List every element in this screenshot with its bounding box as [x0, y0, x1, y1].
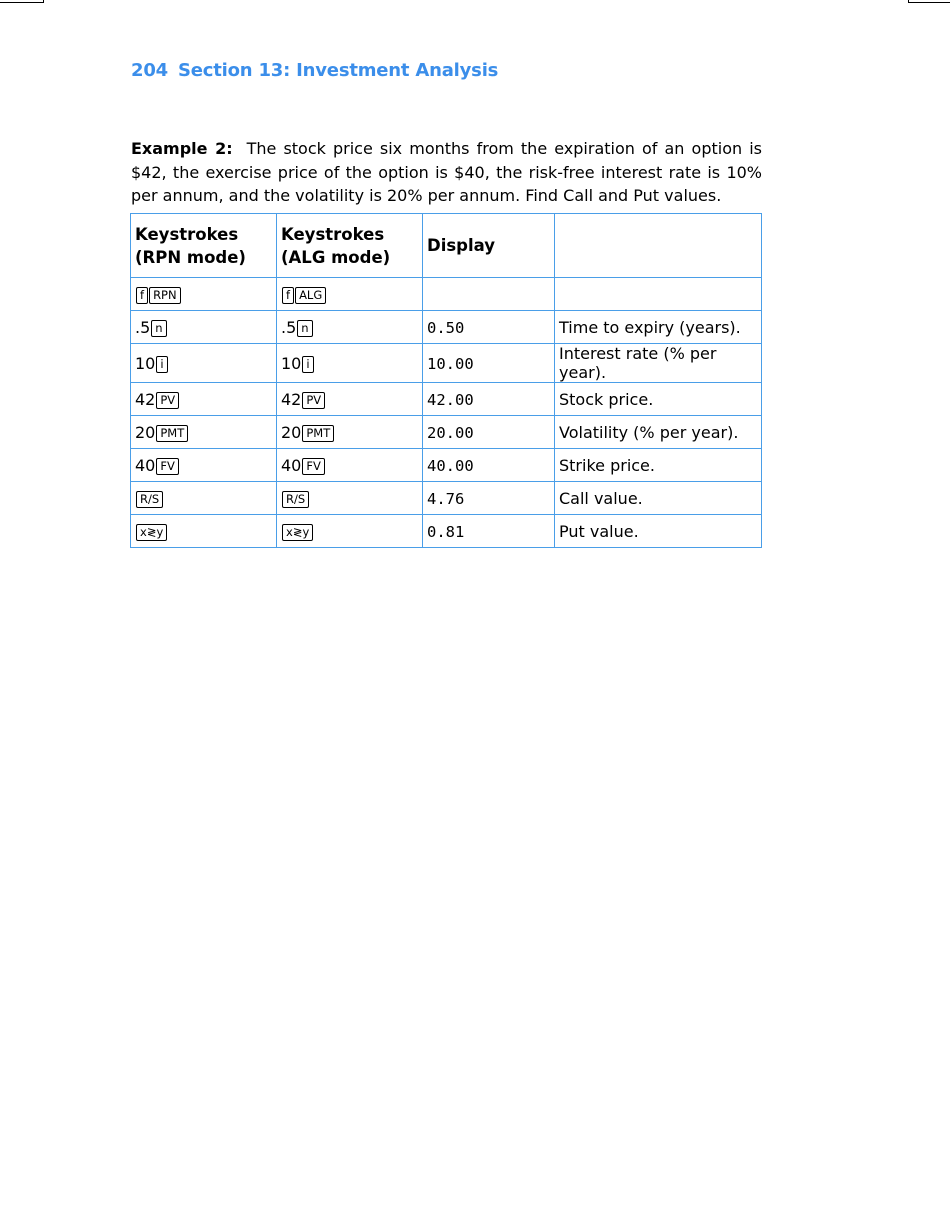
header-rpn-label: Keystrokes (RPN mode)	[135, 224, 246, 267]
rpn-keystrokes-cell	[131, 278, 277, 311]
calculator-key: f	[136, 287, 148, 304]
display-cell	[423, 344, 555, 383]
rpn-keystrokes-cell	[131, 515, 277, 548]
description-text: Put value.	[559, 521, 639, 541]
keystroke-prefix: .5	[135, 317, 151, 337]
calculator-key: PMT	[156, 425, 188, 442]
display-value: 42.00	[427, 390, 474, 409]
header-description	[555, 214, 762, 278]
calculator-key: RPN	[149, 287, 181, 304]
calculator-key: n	[297, 320, 312, 337]
calculator-key: R/S	[282, 491, 309, 508]
display-cell	[423, 383, 555, 416]
description-text: Call value.	[559, 488, 643, 508]
calculator-key: i	[156, 356, 167, 373]
keystroke-prefix: 42	[135, 389, 156, 409]
table-row	[131, 515, 762, 548]
rpn-keystrokes-cell	[131, 416, 277, 449]
description-cell	[555, 311, 762, 344]
keystroke-prefix: .5	[281, 317, 297, 337]
description-text: Stock price.	[559, 389, 654, 409]
table-row	[131, 311, 762, 344]
description-text: Volatility (% per year).	[559, 422, 739, 442]
calculator-key: i	[302, 356, 313, 373]
table-body	[131, 278, 762, 548]
table-row	[131, 449, 762, 482]
calculator-key: PV	[302, 392, 325, 409]
table-row	[131, 482, 762, 515]
calculator-key: f	[282, 287, 294, 304]
description-cell	[555, 278, 762, 311]
display-value: 20.00	[427, 423, 474, 442]
crop-mark-right	[908, 0, 950, 3]
header-alg-label: Keystrokes (ALG mode)	[281, 224, 391, 267]
alg-keystrokes-cell	[277, 449, 423, 482]
display-cell	[423, 311, 555, 344]
keystroke-prefix: 42	[281, 389, 302, 409]
description-text: Time to expiry (years).	[559, 317, 741, 337]
keystroke-prefix: 40	[135, 455, 156, 475]
header-rpn	[131, 214, 277, 278]
display-value: 4.76	[427, 489, 465, 508]
rpn-keystrokes-cell	[131, 449, 277, 482]
description-cell	[555, 383, 762, 416]
keystroke-prefix: 40	[281, 455, 302, 475]
display-cell	[423, 449, 555, 482]
display-value: 10.00	[427, 354, 474, 373]
calculator-key: R/S	[136, 491, 163, 508]
display-cell	[423, 482, 555, 515]
alg-keystrokes-cell	[277, 278, 423, 311]
calculator-key: PV	[156, 392, 179, 409]
keystroke-prefix: 20	[281, 422, 302, 442]
calculator-key: x≷y	[282, 524, 313, 541]
header-display	[423, 214, 555, 278]
keystroke-prefix: 10	[281, 353, 302, 373]
header-alg	[277, 214, 423, 278]
description-cell	[555, 482, 762, 515]
display-cell	[423, 278, 555, 311]
description-text: Strike price.	[559, 455, 655, 475]
alg-keystrokes-cell	[277, 482, 423, 515]
keystroke-prefix: 20	[135, 422, 156, 442]
rpn-keystrokes-cell	[131, 311, 277, 344]
display-cell	[423, 416, 555, 449]
description-cell	[555, 344, 762, 383]
display-cell	[423, 515, 555, 548]
calculator-key: PMT	[302, 425, 334, 442]
page-number: 204	[131, 60, 168, 81]
section-title: Section 13: Investment Analysis	[177, 60, 499, 81]
alg-keystrokes-cell	[277, 515, 423, 548]
alg-keystrokes-cell	[277, 344, 423, 383]
example-paragraph	[131, 137, 762, 208]
display-value: 0.81	[427, 522, 465, 541]
description-cell	[555, 416, 762, 449]
display-value: 40.00	[427, 456, 474, 475]
table-header-row	[131, 214, 762, 278]
keystroke-table	[130, 213, 762, 548]
calculator-key: n	[151, 320, 166, 337]
alg-keystrokes-cell	[277, 383, 423, 416]
display-value: 0.50	[427, 318, 465, 337]
table-row	[131, 383, 762, 416]
page-header	[131, 60, 498, 81]
description-cell	[555, 515, 762, 548]
alg-keystrokes-cell	[277, 416, 423, 449]
description-cell	[555, 449, 762, 482]
table-row	[131, 278, 762, 311]
crop-mark-left	[0, 0, 44, 3]
rpn-keystrokes-cell	[131, 482, 277, 515]
rpn-keystrokes-cell	[131, 383, 277, 416]
description-text: Interest rate (% per year).	[559, 344, 717, 382]
example-label: Example 2:	[131, 139, 233, 158]
alg-keystrokes-cell	[277, 311, 423, 344]
header-display-label: Display	[427, 236, 496, 255]
example-text: The stock price six months from the expiration of an option is $42, the exercise price of the option is $40, the risk-free interest rate is 10% per annum, and the volatility is 20% per annum. Find Call and Put values.	[131, 139, 762, 205]
calculator-key: FV	[156, 458, 178, 475]
calculator-key: ALG	[295, 287, 326, 304]
calculator-key: FV	[302, 458, 324, 475]
table-row	[131, 344, 762, 383]
rpn-keystrokes-cell	[131, 344, 277, 383]
calculator-key: x≷y	[136, 524, 167, 541]
table-row	[131, 416, 762, 449]
keystroke-prefix: 10	[135, 353, 156, 373]
